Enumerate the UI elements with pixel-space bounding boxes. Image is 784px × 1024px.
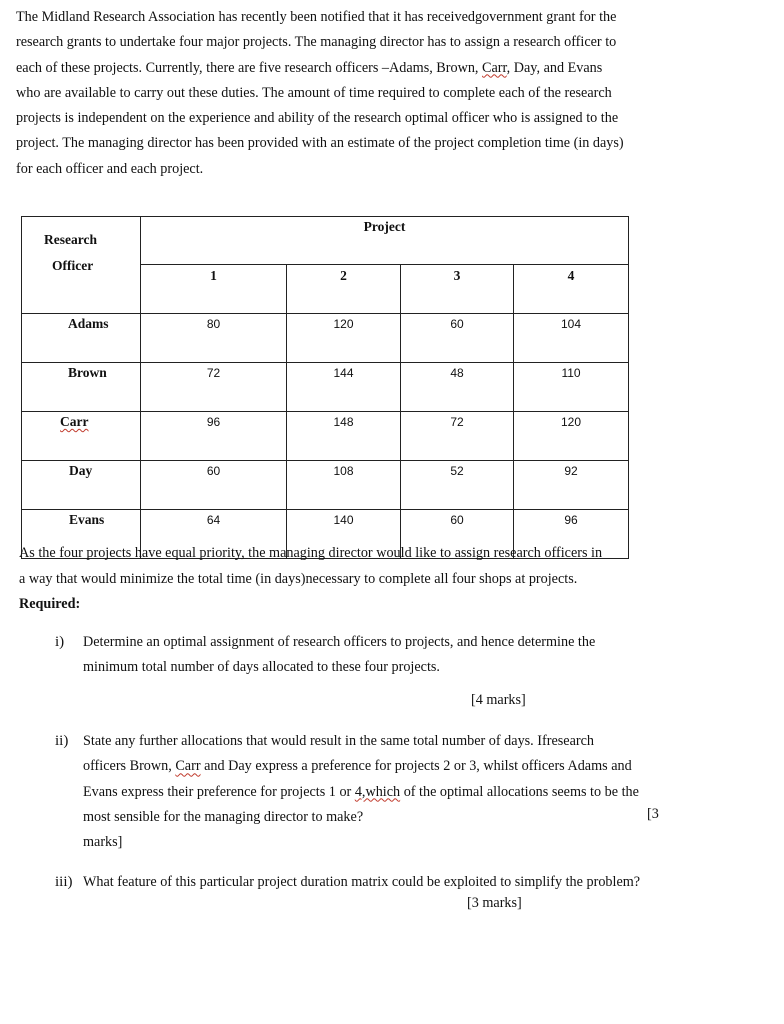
table-cell: 96 bbox=[141, 412, 287, 461]
officer-name: Carr bbox=[22, 412, 141, 461]
question-number: ii) bbox=[55, 733, 69, 749]
table-cell: 52 bbox=[401, 461, 514, 510]
officer-name: Adams bbox=[22, 314, 141, 363]
table-cell: 110 bbox=[514, 363, 629, 412]
table-cell: 64 bbox=[141, 510, 287, 559]
intro-line: for each officer and each project. bbox=[16, 160, 204, 177]
project-header: Project bbox=[141, 217, 629, 265]
table-cell: 140 bbox=[287, 510, 401, 559]
question-line: Determine an optimal assignment of research officers to projects, and hence determine the bbox=[83, 634, 596, 650]
column-header: 2 bbox=[287, 265, 401, 314]
question-line: officers Brown, Carr and Day express a preference for projects 2 or 3, whilst officers Adams and bbox=[83, 758, 632, 775]
table-cell: 60 bbox=[401, 314, 514, 363]
column-header: 3 bbox=[401, 265, 514, 314]
question-line: most sensible for the managing director to make? bbox=[83, 808, 364, 825]
table-cell: 80 bbox=[141, 314, 287, 363]
officer-name: Brown bbox=[22, 363, 141, 412]
required-heading: Required: bbox=[19, 596, 81, 612]
question-line: minimum total number of days allocated to these four projects. bbox=[83, 659, 440, 676]
question-line: marks] bbox=[83, 834, 123, 851]
corner-line1: Research bbox=[44, 232, 97, 247]
table-row bbox=[22, 461, 629, 510]
question-i bbox=[55, 630, 665, 681]
table-cell: 60 bbox=[141, 461, 287, 510]
paragraph-line: As the four projects have equal priority, the managing director would like to assign research officers in bbox=[19, 545, 603, 561]
corner-header bbox=[22, 217, 141, 314]
marks-label: [3 bbox=[647, 806, 659, 822]
officer-name: Evans bbox=[22, 510, 141, 559]
table-row bbox=[22, 314, 629, 363]
intro-paragraph bbox=[16, 5, 676, 182]
paragraph-line: a way that would minimize the total time (in days)necessary to complete all four shops at projects. bbox=[19, 570, 578, 587]
question-number: i) bbox=[55, 634, 65, 650]
table-cell: 48 bbox=[401, 363, 514, 412]
intro-line: The Midland Research Association has recently been notified that it has receivedgovernment grant for the bbox=[16, 9, 617, 25]
intro-line: projects is independent on the experience and ability of the research optimal officer who is assigned to the bbox=[16, 110, 619, 127]
table-cell: 72 bbox=[141, 363, 287, 412]
table-cell: 92 bbox=[514, 461, 629, 510]
column-header: 1 bbox=[141, 265, 287, 314]
table-cell: 120 bbox=[287, 314, 401, 363]
table-cell: 144 bbox=[287, 363, 401, 412]
question-iii bbox=[55, 870, 665, 895]
question-line: State any further allocations that would result in the same total number of days. Ifresearch bbox=[83, 733, 594, 749]
officer-name: Day bbox=[22, 461, 141, 510]
marks-label: [3 marks] bbox=[467, 895, 522, 911]
after-table-paragraph bbox=[19, 541, 679, 618]
intro-line: research grants to undertake four major projects. The managing director has to assign a research officer to bbox=[16, 34, 617, 51]
question-line: What feature of this particular project duration matrix could be exploited to simplify the problem? bbox=[83, 874, 641, 890]
intro-line: who are available to carry out these duties. The amount of time required to complete each of the research bbox=[16, 84, 612, 101]
table-row bbox=[22, 412, 629, 461]
column-header: 4 bbox=[514, 265, 629, 314]
table-cell: 96 bbox=[514, 510, 629, 559]
corner-line2: Officer bbox=[52, 258, 94, 273]
table-cell: 148 bbox=[287, 412, 401, 461]
table-cell: 72 bbox=[401, 412, 514, 461]
marks-label: [4 marks] bbox=[471, 692, 526, 708]
table-row bbox=[22, 363, 629, 412]
table-cell: 104 bbox=[514, 314, 629, 363]
intro-line: each of these projects. Currently, there are five research officers –Adams, Brown, Carr, Day, and Evans bbox=[16, 59, 603, 76]
question-ii bbox=[55, 729, 665, 855]
intro-line: project. The managing director has been provided with an estimate of the project completion time (in days) bbox=[16, 135, 624, 152]
question-line: Evans express their preference for projects 1 or 4,which of the optimal allocations seems to be the bbox=[83, 783, 639, 800]
question-number: iii) bbox=[55, 874, 73, 890]
project-duration-table bbox=[21, 216, 629, 559]
table-cell: 120 bbox=[514, 412, 629, 461]
table-cell: 108 bbox=[287, 461, 401, 510]
table-cell: 60 bbox=[401, 510, 514, 559]
